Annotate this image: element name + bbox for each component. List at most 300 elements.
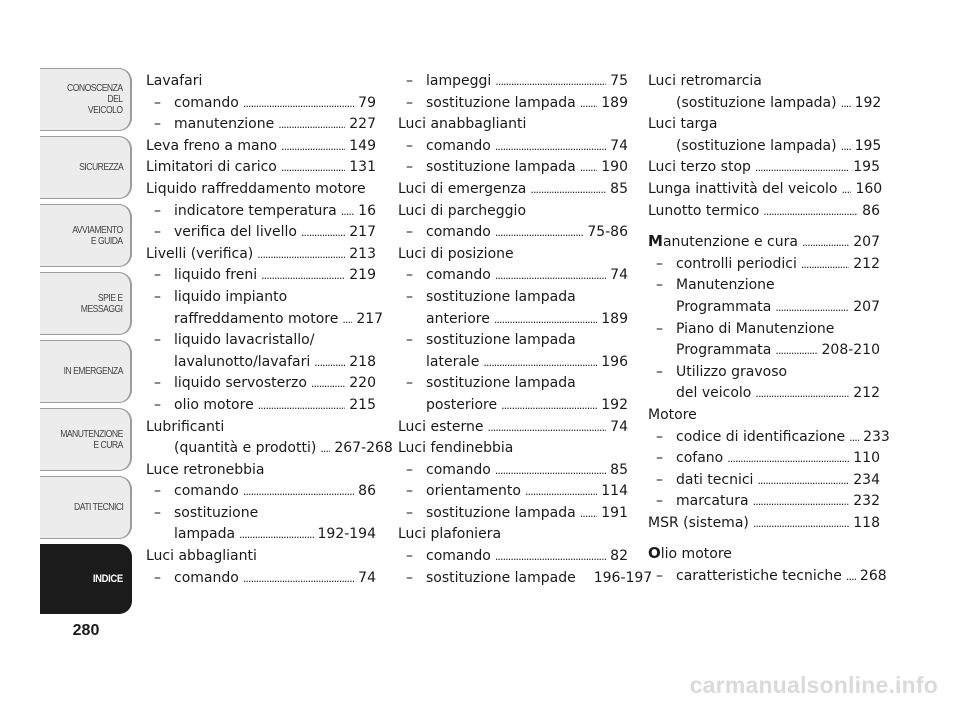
initial-letter: O bbox=[648, 544, 661, 563]
entry-text: sostituzione lampada bbox=[426, 332, 576, 349]
dash-marker: – bbox=[406, 94, 413, 111]
dash-marker: – bbox=[406, 159, 413, 176]
dot-leader bbox=[494, 309, 597, 331]
index-subentry bbox=[398, 460, 628, 482]
dot-leader bbox=[495, 71, 606, 93]
dot-leader bbox=[278, 114, 345, 136]
tab-indice[interactable] bbox=[40, 544, 132, 614]
entry-text: liquido lavacristallo/ bbox=[174, 332, 315, 349]
entry-text: manutenzione bbox=[174, 116, 275, 133]
dash-marker: – bbox=[406, 137, 413, 154]
entry-text: Piano di Manutenzione bbox=[676, 320, 835, 337]
page-ref[interactable]: 207 bbox=[853, 234, 880, 251]
entry-text: caratteristiche tecniche bbox=[676, 568, 842, 585]
entry-text: sostituzione lampada bbox=[426, 504, 576, 521]
entry-label bbox=[676, 93, 837, 115]
entry-text: orientamento bbox=[426, 483, 521, 500]
entry-label bbox=[398, 438, 513, 460]
page-ref[interactable]: 195 bbox=[854, 137, 882, 154]
dot-leader bbox=[841, 136, 851, 158]
entry-label bbox=[676, 448, 723, 470]
entry-label bbox=[398, 417, 483, 439]
page-ref[interactable]: 227 bbox=[349, 116, 376, 133]
page-ref[interactable]: 192 bbox=[601, 396, 628, 413]
dot-leader bbox=[841, 93, 851, 115]
entry-text: marcatura bbox=[676, 493, 749, 510]
index-entry bbox=[648, 179, 883, 201]
dot-leader bbox=[580, 93, 598, 115]
tab-dati-tecnici[interactable] bbox=[40, 476, 132, 539]
page-ref[interactable]: 75 bbox=[610, 73, 628, 89]
entry-label bbox=[426, 287, 576, 309]
page-ref[interactable]: 190 bbox=[601, 159, 628, 176]
page-ref[interactable]: 268 bbox=[859, 568, 887, 585]
entry-text: Limitatori di carico bbox=[146, 159, 277, 176]
index-entry bbox=[146, 417, 376, 439]
entry-text: posteriore bbox=[426, 396, 498, 413]
entry-text: verifica del livello bbox=[174, 224, 297, 241]
index-entry bbox=[648, 157, 880, 179]
dot-leader bbox=[580, 503, 598, 525]
index-entry bbox=[648, 513, 880, 535]
index-entry bbox=[648, 543, 880, 566]
entry-label bbox=[648, 201, 759, 223]
dash-marker: – bbox=[656, 450, 663, 467]
dash-marker: – bbox=[406, 548, 413, 565]
entry-label bbox=[146, 179, 366, 201]
entry-text: Luci di posizione bbox=[398, 245, 514, 262]
entry-label bbox=[426, 395, 497, 417]
entry-label bbox=[174, 330, 314, 352]
dot-leader bbox=[495, 265, 606, 287]
index-subentry bbox=[648, 491, 880, 513]
dot-leader bbox=[239, 524, 313, 546]
page-ref[interactable]: 233 bbox=[863, 428, 890, 445]
page-ref[interactable]: 74 bbox=[610, 418, 628, 435]
index-subentry bbox=[398, 330, 628, 352]
dash-marker: – bbox=[656, 568, 663, 585]
index-entry bbox=[146, 136, 376, 158]
dot-leader bbox=[753, 513, 849, 535]
index-subentry bbox=[398, 93, 628, 115]
entry-text: sostituzione lampada bbox=[426, 94, 576, 111]
entry-text: liquido impianto bbox=[174, 288, 288, 305]
dash-marker: – bbox=[656, 320, 663, 337]
dash-marker: – bbox=[154, 116, 161, 133]
page-ref[interactable]: 192 bbox=[854, 94, 882, 111]
dash-marker: – bbox=[154, 396, 161, 413]
page-ref[interactable]: 74 bbox=[610, 267, 628, 284]
index-subentry bbox=[398, 546, 628, 568]
dot-leader bbox=[301, 222, 345, 244]
dot-leader bbox=[258, 395, 346, 417]
entry-text: Liquido raffreddamento motore bbox=[146, 180, 366, 197]
entry-text: comando bbox=[426, 461, 491, 478]
entry-label bbox=[426, 568, 576, 590]
dash-marker: – bbox=[154, 224, 161, 241]
watermark: carmanualsonline.info bbox=[689, 672, 938, 698]
page-ref[interactable]: 218 bbox=[349, 353, 376, 370]
index-subentry bbox=[648, 470, 880, 492]
dot-leader bbox=[846, 566, 856, 588]
entry-label bbox=[676, 254, 797, 276]
dot-leader bbox=[757, 470, 849, 492]
entry-text: codice di identificazione bbox=[676, 428, 846, 445]
dash-marker: – bbox=[406, 504, 413, 521]
page-ref[interactable]: 217 bbox=[349, 224, 376, 241]
entry-label bbox=[426, 93, 576, 115]
entry-text: Lubrificanti bbox=[146, 418, 225, 435]
entry-text: olio motore bbox=[174, 396, 254, 413]
index-entry bbox=[648, 71, 880, 93]
index-subentry bbox=[146, 395, 376, 417]
page-ref[interactable]: 75-86 bbox=[587, 224, 628, 241]
index-column-1 bbox=[146, 71, 393, 589]
entry-text: comando bbox=[426, 267, 491, 284]
page-ref[interactable]: 189 bbox=[601, 94, 628, 111]
index-entry bbox=[146, 460, 376, 482]
entry-text: comando bbox=[426, 137, 491, 154]
entry-text: sostituzione lampada bbox=[426, 159, 576, 176]
index-subentry bbox=[398, 136, 628, 158]
dot-leader bbox=[775, 340, 817, 362]
entry-text: (sostituzione lampada) bbox=[676, 94, 837, 111]
page-ref[interactable]: 207 bbox=[853, 298, 880, 315]
entry-label bbox=[648, 405, 697, 427]
page-ref[interactable]: 232 bbox=[853, 493, 880, 510]
page-ref[interactable]: 215 bbox=[349, 396, 376, 413]
dot-leader bbox=[281, 136, 345, 158]
entry-label bbox=[676, 491, 749, 513]
page-number: 280 bbox=[72, 622, 100, 639]
dot-leader bbox=[753, 491, 850, 513]
dash-marker: – bbox=[656, 363, 663, 380]
entry-label bbox=[676, 340, 771, 362]
page-ref[interactable]: 114 bbox=[601, 483, 628, 500]
entry-text: comando bbox=[174, 569, 239, 586]
page-ref[interactable]: 192-194 bbox=[317, 526, 376, 543]
tab-in-emergenza[interactable] bbox=[40, 340, 132, 403]
index-subentry bbox=[648, 362, 880, 384]
tab-label: AVVIAMENTO E GUIDA bbox=[72, 224, 123, 247]
page-ref[interactable]: 220 bbox=[349, 375, 376, 392]
entry-label bbox=[174, 93, 239, 115]
chapter-tabs bbox=[40, 68, 132, 619]
index-entry bbox=[146, 157, 376, 179]
index-subentry bbox=[146, 309, 384, 331]
entry-label bbox=[426, 71, 491, 93]
index-subentry bbox=[146, 287, 376, 309]
entry-text: indicatore temperatura bbox=[174, 202, 337, 219]
index-entry bbox=[146, 244, 376, 266]
tab-avviamento-e-guida[interactable] bbox=[40, 204, 132, 267]
index-subentry bbox=[648, 319, 880, 341]
entry-text: Livelli (verifica) bbox=[146, 245, 254, 262]
entry-label bbox=[174, 352, 310, 374]
entry-text: comando bbox=[426, 548, 491, 565]
dot-leader bbox=[341, 201, 355, 223]
entry-text: anteriore bbox=[426, 310, 490, 327]
entry-label bbox=[676, 362, 787, 384]
page-ref[interactable]: 16 bbox=[358, 202, 376, 219]
tab-spie-e-messaggi[interactable] bbox=[40, 272, 132, 335]
entry-text: Luci targa bbox=[648, 116, 718, 133]
dash-marker: – bbox=[656, 493, 663, 510]
tab-label: SPIE E MESSAGGI bbox=[81, 292, 123, 315]
page-ref[interactable]: 82 bbox=[610, 548, 628, 565]
dot-leader bbox=[501, 395, 597, 417]
entry-label bbox=[426, 330, 576, 352]
dot-leader bbox=[243, 93, 354, 115]
index-subentry bbox=[398, 222, 628, 244]
entry-label bbox=[174, 114, 274, 136]
entry-label bbox=[398, 114, 526, 136]
entry-text: sostituzione lampada bbox=[426, 375, 576, 392]
dot-leader bbox=[495, 460, 606, 482]
page-ref[interactable]: 212 bbox=[853, 255, 880, 272]
page-ref[interactable]: 160 bbox=[855, 180, 883, 197]
page-ref[interactable]: 86 bbox=[862, 202, 880, 219]
page-ref[interactable]: 208-210 bbox=[821, 342, 880, 359]
dot-leader bbox=[495, 136, 606, 158]
entry-text: lampada bbox=[174, 526, 236, 543]
index-subentry bbox=[648, 93, 880, 115]
dot-leader bbox=[841, 179, 851, 201]
entry-text: lampeggi bbox=[426, 73, 492, 89]
entry-label bbox=[426, 460, 491, 482]
dot-leader bbox=[243, 481, 354, 503]
entry-label bbox=[146, 157, 277, 179]
entry-text: lavalunotto/lavafari bbox=[174, 353, 311, 370]
dash-marker: – bbox=[154, 483, 161, 500]
dash-marker: – bbox=[406, 569, 413, 586]
index-subentry bbox=[398, 481, 628, 503]
entry-text: liquido servosterzo bbox=[174, 375, 307, 392]
entry-text: MSR (sistema) bbox=[648, 514, 749, 531]
entry-text: Luci di emergenza bbox=[398, 180, 527, 197]
entry-text: Lavafari bbox=[146, 73, 203, 89]
dot-leader bbox=[483, 352, 597, 374]
entry-text: raffreddamento motore bbox=[174, 310, 339, 327]
page-ref[interactable]: 213 bbox=[349, 245, 376, 262]
index-column-3 bbox=[648, 71, 890, 588]
dot-leader bbox=[727, 448, 849, 470]
dash-marker: – bbox=[154, 375, 161, 392]
dash-marker: – bbox=[656, 428, 663, 445]
entry-text: dati tecnici bbox=[676, 471, 754, 488]
entry-text: comando bbox=[426, 224, 491, 241]
index-entry bbox=[648, 405, 880, 427]
entry-text: Luci di parcheggio bbox=[398, 202, 527, 219]
entry-label bbox=[426, 222, 491, 244]
page-ref[interactable]: 234 bbox=[853, 471, 880, 488]
index-entry bbox=[146, 179, 376, 201]
index-subentry bbox=[146, 481, 376, 503]
dot-leader bbox=[580, 157, 598, 179]
index-subentry bbox=[648, 427, 890, 449]
dash-marker: – bbox=[406, 267, 413, 284]
dot-leader bbox=[243, 568, 354, 590]
page-ref[interactable]: 212 bbox=[853, 385, 880, 402]
entry-label bbox=[648, 543, 732, 566]
entry-label bbox=[146, 546, 257, 568]
entry-label bbox=[398, 201, 526, 223]
dot-leader bbox=[530, 179, 606, 201]
entry-label bbox=[174, 481, 239, 503]
index-subentry bbox=[648, 383, 880, 405]
page-ref[interactable]: 85 bbox=[610, 180, 628, 197]
index-subentry bbox=[648, 136, 880, 158]
entry-label bbox=[174, 222, 297, 244]
index-entry bbox=[146, 546, 376, 568]
entry-text: del veicolo bbox=[676, 385, 752, 402]
page-ref[interactable]: 110 bbox=[853, 450, 880, 467]
tab-label: DATI TECNICI bbox=[73, 502, 123, 513]
entry-text: Programmata bbox=[676, 342, 772, 359]
entry-label bbox=[426, 265, 491, 287]
entry-label bbox=[174, 309, 338, 331]
dash-marker: – bbox=[656, 471, 663, 488]
entry-label bbox=[648, 157, 751, 179]
index-entry bbox=[398, 524, 628, 546]
entry-label bbox=[648, 71, 762, 93]
entry-text: Luci retromarcia bbox=[648, 73, 762, 89]
entry-text: sostituzione lampade bbox=[426, 569, 576, 586]
page-ref[interactable]: 196 bbox=[601, 353, 628, 370]
index-subentry bbox=[146, 352, 376, 374]
dot-leader bbox=[261, 265, 345, 287]
dot-leader bbox=[801, 254, 849, 276]
index-subentry bbox=[146, 503, 376, 525]
dot-leader bbox=[495, 222, 584, 244]
entry-text: liquido freni bbox=[174, 267, 258, 284]
index-subentry bbox=[398, 352, 628, 374]
dash-marker: – bbox=[406, 332, 413, 349]
page-ref[interactable]: 196-197 bbox=[593, 569, 653, 586]
entry-label bbox=[676, 470, 753, 492]
entry-text: Luci fendinebbia bbox=[398, 440, 514, 457]
page-ref[interactable]: 74 bbox=[610, 137, 628, 154]
entry-label bbox=[398, 244, 514, 266]
index-subentry bbox=[398, 287, 628, 309]
entry-label bbox=[174, 524, 235, 546]
dot-leader bbox=[311, 373, 345, 395]
index-subentry bbox=[146, 201, 376, 223]
entry-text: comando bbox=[174, 483, 239, 500]
entry-text: lio motore bbox=[660, 546, 732, 563]
entry-label bbox=[648, 114, 718, 136]
tab-label: CONOSCENZA DEL VEICOLO bbox=[67, 83, 123, 116]
entry-text: Luce retronebbia bbox=[146, 461, 265, 478]
index-subentry bbox=[648, 340, 880, 362]
entry-text: Luci terzo stop bbox=[648, 159, 751, 176]
index-subentry bbox=[648, 448, 880, 470]
entry-text: Utilizzo gravoso bbox=[676, 363, 788, 380]
dash-marker: – bbox=[154, 202, 161, 219]
dot-leader bbox=[320, 438, 330, 460]
tab-conoscenza-del-veicolo[interactable] bbox=[40, 68, 132, 131]
index-subentry bbox=[146, 93, 376, 115]
page-ref[interactable]: 149 bbox=[349, 137, 376, 154]
dash-marker: – bbox=[154, 267, 161, 284]
page-ref[interactable]: 118 bbox=[853, 514, 880, 531]
entry-label bbox=[426, 503, 576, 525]
index-subentry bbox=[398, 309, 628, 331]
entry-label bbox=[146, 460, 264, 482]
page-ref[interactable]: 219 bbox=[349, 267, 376, 284]
entry-text: (sostituzione lampada) bbox=[676, 137, 837, 154]
page-ref[interactable]: 79 bbox=[358, 94, 376, 111]
page-ref[interactable]: 217 bbox=[356, 310, 384, 327]
dot-leader bbox=[495, 546, 606, 568]
index-column-2 bbox=[398, 71, 653, 589]
page-ref[interactable]: 267-268 bbox=[334, 440, 393, 457]
entry-text: laterale bbox=[426, 353, 480, 370]
index-entry bbox=[648, 201, 880, 223]
index-subentry bbox=[146, 568, 376, 590]
index-subentry bbox=[398, 157, 628, 179]
page-ref[interactable]: 86 bbox=[358, 483, 376, 500]
dot-leader bbox=[525, 481, 597, 503]
entry-text: Manutenzione bbox=[676, 277, 775, 294]
index-subentry bbox=[398, 71, 628, 93]
entry-label bbox=[174, 395, 254, 417]
index-subentry bbox=[398, 265, 628, 287]
page-ref[interactable]: 85 bbox=[610, 461, 628, 478]
initial-letter: M bbox=[648, 232, 663, 251]
index-subentry bbox=[648, 566, 887, 588]
entry-label bbox=[146, 136, 277, 158]
entry-label bbox=[648, 513, 749, 535]
entry-text: cofano bbox=[676, 450, 724, 467]
page-ref[interactable]: 74 bbox=[358, 569, 376, 586]
dot-leader bbox=[763, 201, 858, 223]
dash-marker: – bbox=[154, 288, 161, 305]
index-subentry bbox=[146, 330, 376, 352]
entry-label bbox=[648, 179, 837, 201]
tab-manutenzione-e-cura[interactable] bbox=[40, 408, 132, 471]
entry-text: sostituzione lampada bbox=[426, 288, 576, 305]
entry-label bbox=[426, 352, 479, 374]
entry-text: Programmata bbox=[676, 298, 772, 315]
index-subentry bbox=[398, 568, 653, 590]
index-subentry bbox=[398, 395, 628, 417]
page-ref[interactable]: 191 bbox=[601, 504, 628, 521]
dash-marker: – bbox=[154, 94, 161, 111]
page-ref[interactable]: 131 bbox=[349, 159, 376, 176]
entry-label bbox=[676, 566, 842, 588]
entry-label bbox=[146, 417, 224, 439]
tab-sicurezza[interactable] bbox=[40, 136, 132, 199]
dash-marker: – bbox=[154, 569, 161, 586]
entry-label bbox=[426, 546, 491, 568]
dash-marker: – bbox=[406, 224, 413, 241]
index-entry bbox=[398, 114, 628, 136]
page-ref[interactable]: 195 bbox=[853, 159, 880, 176]
index-subentry bbox=[398, 503, 628, 525]
page-ref[interactable]: 189 bbox=[601, 310, 628, 327]
entry-label bbox=[174, 503, 258, 525]
entry-text: Lunga inattività del veicolo bbox=[648, 180, 838, 197]
index-entry bbox=[648, 114, 880, 136]
entry-label bbox=[174, 287, 287, 309]
entry-text: sostituzione bbox=[174, 504, 259, 521]
entry-label bbox=[676, 383, 751, 405]
dash-marker: – bbox=[406, 461, 413, 478]
entry-text: Luci esterne bbox=[398, 418, 484, 435]
entry-label bbox=[174, 438, 316, 460]
dot-leader bbox=[281, 157, 345, 179]
